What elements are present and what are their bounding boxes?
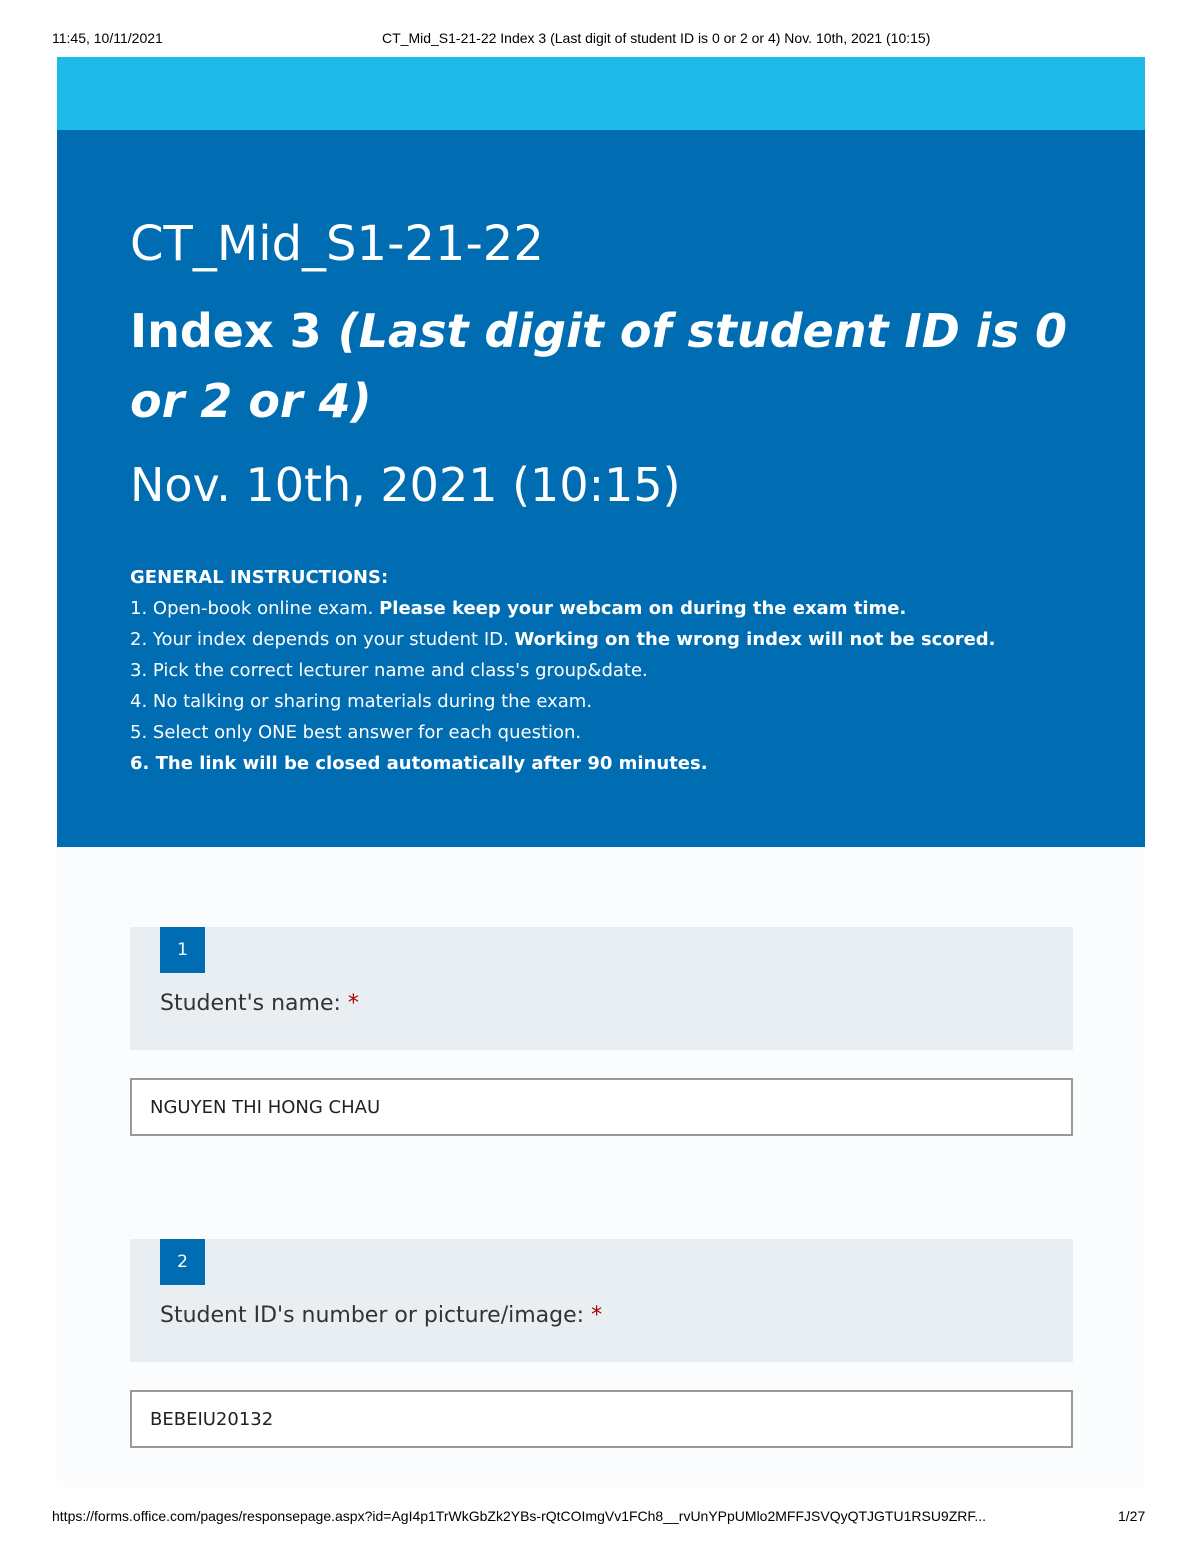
question-number: 1 [160, 927, 205, 973]
form-header [57, 130, 1145, 847]
form-index-label: Index 3 [130, 304, 322, 358]
instruction-item [130, 748, 996, 779]
required-asterisk: * [591, 1303, 603, 1328]
page-number: 1/27 [1118, 1508, 1146, 1524]
instruction-item [130, 655, 996, 686]
page-url: https://forms.office.com/pages/responsepage.aspx?id=AgI4p1TrWkGbZk2YBs-rQtCOImgVv1FCh8__rvUnYPpUMlo2MFFJSVQyQTJGTU1RSU9ZRF... [52, 1508, 987, 1524]
instruction-bold-text: 6. The link will be closed automatically after 90 minutes. [130, 753, 708, 774]
form-title: CT_Mid_S1-21-22 [130, 216, 544, 272]
instruction-text: 1. Open-book online exam. [130, 598, 380, 619]
question-title [160, 1303, 602, 1328]
instructions-heading: GENERAL INSTRUCTIONS: [130, 567, 389, 588]
form-index-note: (Last digit of student ID is 0 or 2 or 4) [130, 304, 1067, 428]
question-label: Student ID's number or picture/image: [160, 1303, 592, 1328]
question-card-2 [130, 1239, 1073, 1362]
instruction-item [130, 624, 996, 655]
instruction-item [130, 593, 996, 624]
instruction-item [130, 686, 996, 717]
instruction-text: 3. Pick the correct lecturer name and class's group&date. [130, 660, 648, 681]
form-index-title [130, 296, 1110, 436]
instruction-text: 2. Your index depends on your student ID. [130, 629, 515, 650]
question-number: 2 [160, 1239, 205, 1285]
required-asterisk: * [347, 991, 359, 1016]
print-timestamp: 11:45, 10/11/2021 [52, 30, 163, 46]
answer-box-2[interactable] [130, 1390, 1073, 1448]
instruction-bold-text: Please keep your webcam on during the exam time. [379, 598, 907, 619]
instruction-text: 4. No talking or sharing materials during the exam. [130, 691, 593, 712]
instruction-bold-text: Working on the wrong index will not be scored. [514, 629, 996, 650]
instruction-text: 5. Select only ONE best answer for each question. [130, 722, 582, 743]
question-title [160, 991, 359, 1016]
answer-box-1[interactable] [130, 1078, 1073, 1136]
print-header [0, 30, 1200, 50]
general-instructions [130, 562, 996, 779]
instruction-item [130, 717, 996, 748]
question-card-1 [130, 927, 1073, 1050]
question-label: Student's name: [160, 991, 348, 1016]
student-name-input[interactable] [150, 1080, 1050, 1134]
form-date: Nov. 10th, 2021 (10:15) [130, 458, 681, 512]
print-footer [0, 1508, 1200, 1528]
print-page-title: CT_Mid_S1-21-22 Index 3 (Last digit of student ID is 0 or 2 or 4) Nov. 10th, 2021 (10:15) [382, 30, 931, 46]
student-id-input[interactable] [150, 1392, 1050, 1446]
theme-top-band [57, 57, 1145, 130]
